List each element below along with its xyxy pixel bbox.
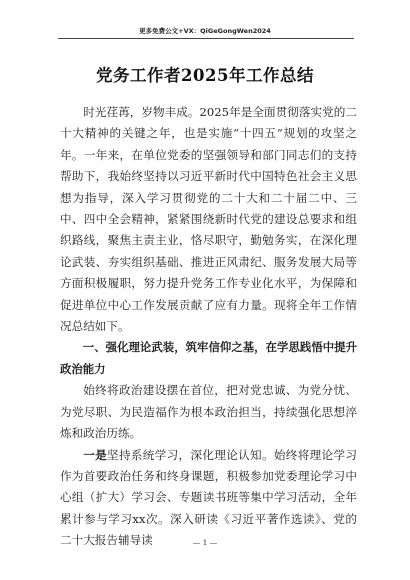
point-paragraph	[60, 445, 357, 552]
point-lead: 一是	[83, 447, 108, 462]
point-text: 坚持系统学习，深化理论认知。始终将理论学习作为首要政治任务和终身课题，积极参加党委理论学习中心组（扩大）学习会、专题读书班等集中学习活动，全年累计参与学习xx次。深入研读《习近平著作选读》、党的二十大报告辅导读	[60, 447, 357, 548]
section-heading: 一、强化理论武装，筑牢信仰之基，在学思践悟中提升政治能力	[60, 340, 357, 376]
header-note: 更多免费公文+VX：QiGeGongWen2024	[139, 27, 271, 35]
document-title: 党务工作者2025年工作总结	[96, 66, 314, 85]
document-body	[60, 102, 357, 552]
intro-paragraph: 时光荏苒，岁物丰成。2025年是全面贯彻落实党的二十大精神的关键之年，也是实施“十四五”规划的攻坚之年。一年来，在单位党委的坚强领导和部门同志们的支持帮助下，我始终坚持以习近平新时代中国特色社会主义思想为指导，深入学习贯彻党的二十大和二十届二中、三中、四中全会精神，紧紧围绕新时代党的建设总要求和组织路线，聚焦主责主业，恪尽职守，勤勉务实，在深化理论武装、夯实组织基础、推进正风肃纪、服务发展大局等方面积极履职，努力提升党务工作专业化水平，为保障和促进单位中心工作发展贡献了应有力量。现将全年工作情况总结如下。	[60, 105, 357, 334]
section-intro-paragraph: 始终将政治建设摆在首位，把对党忠诚、为党分忧、为党尽职、为民造福作为根本政治担当，持续强化思想淬炼和政治历练。	[60, 383, 357, 441]
header-divider	[58, 38, 354, 39]
page-number: — 1 —	[192, 538, 218, 547]
